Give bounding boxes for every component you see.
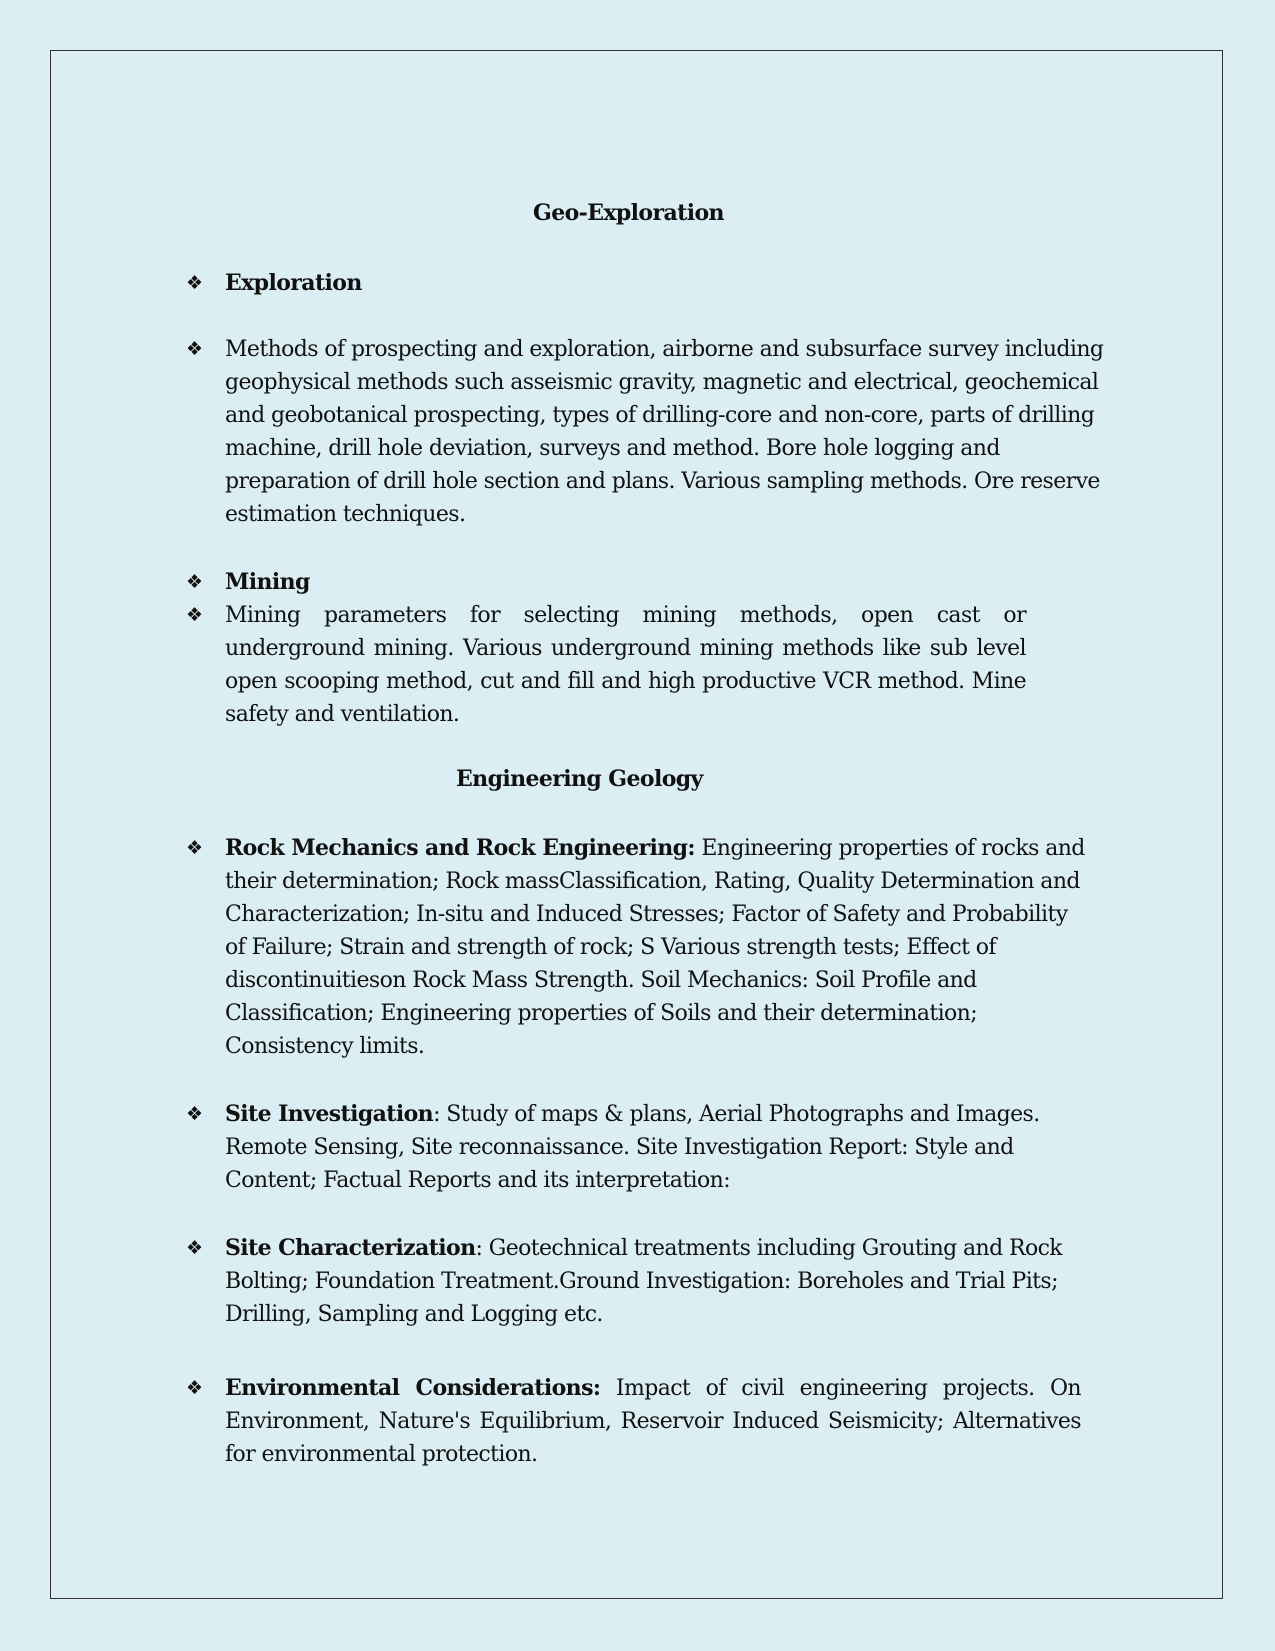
section-title-engineering-geology: Engineering Geology: [456, 766, 703, 792]
list-item-site-characterization: [186, 1232, 1126, 1331]
section-title-geo-exploration: Geo-Exploration: [533, 200, 724, 226]
item-text: : Geotechnical treatments including Grouting and Rock Bolting; Foundation Treatment.Ground Investigation: Boreholes and Trial Pits; Drilling, Sampling and Logging etc.: [225, 1236, 1063, 1327]
item-text: : Study of maps & plans, Aerial Photographs and Images. Remote Sensing, Site reconnaissance. Site Investigation Report: Style and Content; Factual Reports and its interpretation:: [225, 1102, 1040, 1193]
list-item-mining-body: [186, 599, 1026, 731]
list-item-exploration-body: [186, 333, 1126, 531]
item-bold: Mining: [225, 569, 310, 595]
item-bold: Environmental Considerations:: [225, 1375, 601, 1401]
item-text: Engineering properties of rocks and their determination; Rock massClassification, Rating, Quality Determination and Characterization; In-situ and Induced Stresses; Factor of Safety and Probability of Failure; Strain and strength of rock; S Various strength tests; Effect of discontinuitieson Rock Mass Strength. Soil Mechanics: Soil Profile and Classification; Engineering properties of Soils and their determination; Consistency limits.: [225, 836, 1085, 1059]
item-bold: Rock Mechanics and Rock Engineering:: [225, 835, 695, 861]
diamond-bullet-icon: ❖: [186, 1237, 203, 1259]
item-text: Impact of civil engineering projects. On Environment, Nature's Equilibrium, Reservoir Induced Seismicity; Alternatives for environmental protection.: [225, 1376, 1081, 1467]
item-bold: Site Investigation: [225, 1101, 434, 1127]
diamond-bullet-icon: ❖: [186, 837, 203, 859]
list-item-site-investigation: [186, 1098, 1086, 1197]
diamond-bullet-icon: ❖: [186, 604, 203, 626]
list-item-rock-mechanics: [186, 832, 1086, 1063]
diamond-bullet-icon: ❖: [186, 571, 203, 593]
diamond-bullet-icon: ❖: [186, 338, 203, 360]
diamond-bullet-icon: ❖: [186, 272, 203, 294]
item-bold: Exploration: [225, 270, 362, 296]
item-text: Mining parameters for selecting mining methods, open cast or underground mining. Various underground mining methods like sub level open scooping method, cut and fill and high productive VCR method. Mine safety and ventilation.: [225, 603, 1026, 727]
list-item-environmental: [186, 1372, 1081, 1471]
list-item-exploration-heading: [186, 267, 1126, 300]
item-bold: Site Characterization: [225, 1235, 476, 1261]
diamond-bullet-icon: ❖: [186, 1377, 203, 1399]
diamond-bullet-icon: ❖: [186, 1103, 203, 1125]
list-item-mining-heading: [186, 566, 1126, 599]
item-text: Methods of prospecting and exploration, airborne and subsurface survey including geophysical methods such asseismic gravity, magnetic and electrical, geochemical and geobotanical prospecting, types of drilling-core and non-core, parts of drilling machine, drill hole deviation, surveys and method. Bore hole logging and preparation of drill hole section and plans. Various sampling methods. Ore reserve estimation techniques.: [225, 337, 1104, 527]
